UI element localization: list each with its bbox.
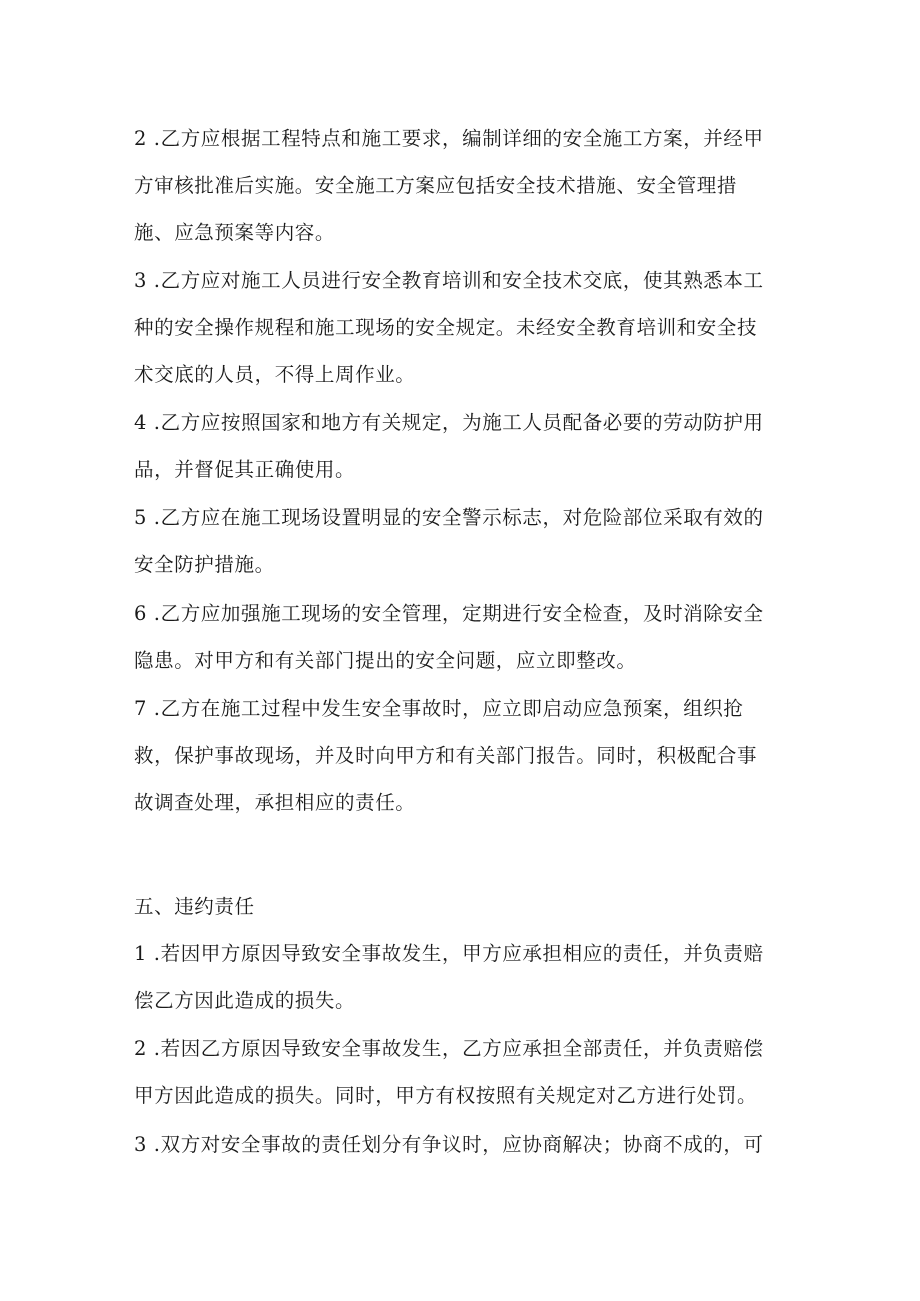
text-line: 方审核批准后实施。安全施工方案应包括安全技术措施、安全管理措 <box>134 174 738 197</box>
clause-5-3 <box>134 1121 774 1168</box>
clause-4-4 <box>134 399 774 493</box>
clause-4-2 <box>134 115 774 256</box>
text-line: 救，保护事故现场，并及时向甲方和有关部门报告。同时，积极配合事 <box>134 744 758 767</box>
clause-5-2 <box>134 1025 774 1119</box>
section-heading <box>134 883 774 930</box>
text-line: 施、应急预案等内容。 <box>134 221 336 244</box>
text-line: 安全防护措施。 <box>134 553 275 576</box>
text-line: 种的安全操作规程和施工现场的安全规定。未经安全教育培训和安全技 <box>134 316 758 339</box>
text-line: 1 .若因甲方原因导致安全事故发生，甲方应承担相应的责任，并负责赔 <box>134 942 764 965</box>
text-line: 3 .双方对安全事故的责任划分有争议时，应协商解决；协商不成的，可 <box>134 1133 764 1156</box>
text-line: 2 .乙方应根据工程特点和施工要求，编制详细的安全施工方案，并经甲 <box>134 127 764 150</box>
text-line: 隐患。对甲方和有关部门提出的安全问题，应立即整改。 <box>134 649 637 672</box>
text-line: 甲方因此造成的损失。同时，甲方有权按照有关规定对乙方进行处罚。 <box>134 1084 758 1107</box>
clause-5-1 <box>134 930 774 1024</box>
clause-4-3 <box>134 257 774 398</box>
clause-4-6 <box>134 590 774 684</box>
text-line: 6 .乙方应加强施工现场的安全管理，定期进行安全检查，及时消除安全 <box>134 602 764 625</box>
text-line: 偿乙方因此造成的损失。 <box>134 989 356 1012</box>
text-line: 故调查处理，承担相应的责任。 <box>134 791 416 814</box>
text-line: 4 .乙方应按照国家和地方有关规定，为施工人员配备必要的劳动防护用 <box>134 411 764 434</box>
text-line: 3 .乙方应对施工人员进行安全教育培训和安全技术交底，使其熟悉本工 <box>134 269 764 292</box>
clause-4-5 <box>134 494 774 588</box>
text-line: 术交底的人员，不得上周作业。 <box>134 363 416 386</box>
text-line: 品，并督促其正确使用。 <box>134 458 356 481</box>
clause-4-7 <box>134 685 774 826</box>
text-line: 5 .乙方应在施工现场设置明显的安全警示标志，对危险部位采取有效的 <box>134 506 764 529</box>
text-line: 7 .乙方在施工过程中发生安全事故时，应立即启动应急预案，组织抢 <box>134 697 744 720</box>
text-line: 2 .若因乙方原因导致安全事故发生，乙方应承担全部责任，并负责赔偿 <box>134 1037 764 1060</box>
section-5-title: 五、违约责任 <box>134 895 255 918</box>
